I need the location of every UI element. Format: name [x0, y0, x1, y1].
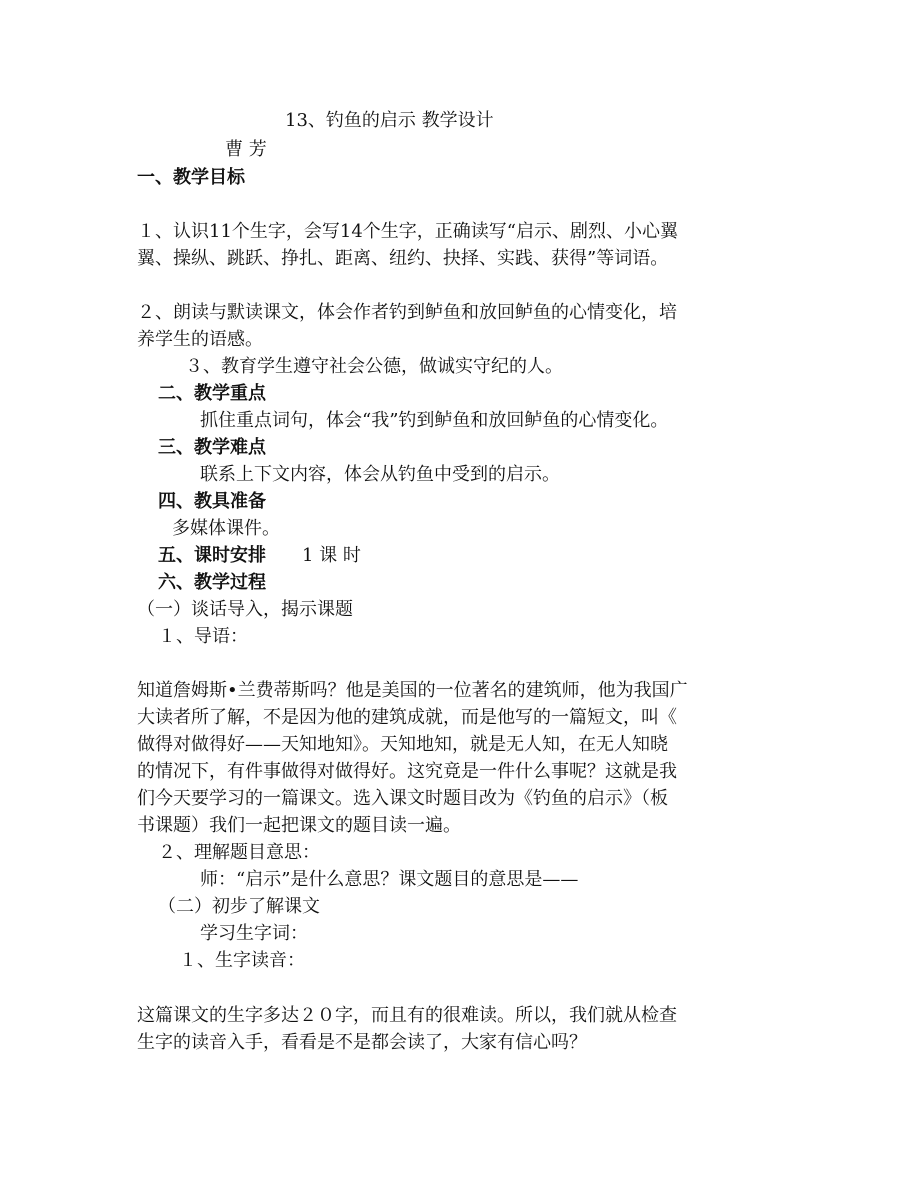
section-heading-difficulties: 三、教学难点	[158, 437, 266, 458]
section-heading-goals: 一、教学目标	[137, 167, 245, 188]
intro-line-6: 书课题）我们一起把课文的题目读一遍。	[137, 815, 461, 836]
author-name: 曹 芳	[225, 139, 267, 160]
closing-line-1: 这篇课文的生字多达２０字，而且有的很难读。所以，我们就从检查	[137, 1005, 677, 1026]
section-heading-process: 六、教学过程	[158, 572, 266, 593]
part-2-item-1: １、生字读音：	[179, 950, 305, 971]
goal-1-line-1: １、认识11个生字，会写14个生字，正确读写“启示、剧烈、小心翼	[137, 221, 679, 242]
goal-3: ３、教育学生遵守社会公德，做诚实守纪的人。	[185, 356, 563, 377]
goal-2-line-2: 养学生的语感。	[137, 329, 263, 350]
intro-line-3: 做得对做得好——天知地知》。天知地知，就是无人知，在无人知晓	[137, 734, 668, 755]
intro-line-4: 的情况下，有件事做得对做得好。这究竟是一件什么事呢？这就是我	[137, 761, 677, 782]
part-2-subheading: 学习生字词：	[200, 923, 308, 944]
document-title: 13、钓鱼的启示 教学设计	[285, 110, 494, 131]
section-heading-schedule: 五、课时安排	[158, 545, 266, 566]
part-2-heading: （二）初步了解课文	[158, 896, 320, 917]
schedule-value: 1 课 时	[302, 545, 361, 566]
goal-2-line-1: ２、朗读与默读课文，体会作者钓到鲈鱼和放回鲈鱼的心情变化，培	[137, 302, 677, 323]
goal-1-line-2: 翼、操纵、跳跃、挣扎、距离、纽约、抉择、实践、获得”等词语。	[137, 248, 669, 269]
part-1-heading: （一）谈话导入，揭示课题	[137, 599, 353, 620]
materials-text: 多媒体课件。	[172, 518, 280, 539]
teacher-question: 师：“启示”是什么意思？课文题目的意思是——	[200, 869, 579, 890]
part-1-item-2: ２、理解题目意思：	[158, 842, 320, 863]
section-heading-materials: 四、教具准备	[158, 491, 266, 512]
intro-line-2: 大读者所了解，不是因为他的建筑成就，而是他写的一篇短文，叫《	[137, 707, 677, 728]
intro-line-5: 们今天要学习的一篇课文。选入课文时题目改为《钓鱼的启示》（板	[137, 788, 668, 809]
difficulties-text: 联系上下文内容，体会从钓鱼中受到的启示。	[200, 464, 560, 485]
key-points-text: 抓住重点词句，体会“我”钓到鲈鱼和放回鲈鱼的心情变化。	[200, 410, 669, 431]
part-1-item-1: １、导语：	[158, 626, 248, 647]
closing-line-2: 生字的读音入手，看看是不是都会读了，大家有信心吗？	[137, 1032, 587, 1053]
intro-line-1: 知道詹姆斯•兰费蒂斯吗？他是美国的一位著名的建筑师，他为我国广	[137, 680, 688, 701]
section-heading-key-points: 二、教学重点	[158, 383, 266, 404]
